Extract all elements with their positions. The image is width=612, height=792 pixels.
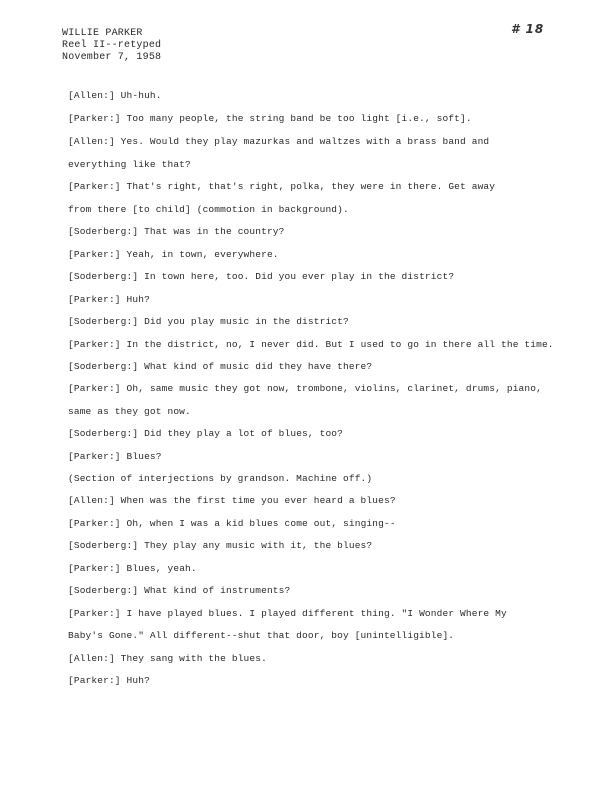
transcript-line bbox=[68, 585, 290, 597]
transcript-line bbox=[68, 113, 472, 125]
transcript-line bbox=[68, 653, 267, 665]
transcript-line bbox=[68, 383, 542, 395]
utterance-text: They sang with the blues. bbox=[120, 653, 267, 664]
speaker-label: [Allen:] bbox=[68, 90, 115, 101]
interviewee-name: WILLIE PARKER bbox=[62, 28, 143, 39]
utterance-text: They play any music with it, the blues? bbox=[144, 540, 373, 551]
speaker-label: [Parker:] bbox=[68, 563, 121, 574]
transcript-line bbox=[68, 428, 343, 440]
utterance-text: Did you play music in the district? bbox=[144, 316, 349, 327]
transcript-line bbox=[68, 316, 349, 328]
utterance-text: Huh? bbox=[126, 675, 150, 686]
speaker-label: [Soderberg:] bbox=[68, 361, 139, 372]
speaker-label: [Parker:] bbox=[68, 451, 121, 462]
transcript-line bbox=[68, 540, 372, 552]
speaker-label: [Parker:] bbox=[68, 249, 121, 260]
utterance-text: everything like that? bbox=[68, 159, 191, 170]
speaker-label: [Soderberg:] bbox=[68, 428, 139, 439]
transcript-line bbox=[68, 406, 191, 418]
utterance-text: Too many people, the string band be too light [i.e., soft]. bbox=[126, 113, 472, 124]
utterance-text: When was the first time you ever heard a blues? bbox=[120, 495, 396, 506]
utterance-text: That's right, that's right, polka, they were in there. Get away bbox=[126, 181, 496, 192]
utterance-text: In town here, too. Did you ever play in the district? bbox=[144, 271, 455, 282]
utterance-text: Did they play a lot of blues, too? bbox=[144, 428, 344, 439]
utterance-text: Baby's Gone." All different--shut that door, boy [unintelligible]. bbox=[68, 630, 455, 641]
utterance-text: What kind of instruments? bbox=[144, 585, 291, 596]
transcript-line bbox=[68, 204, 349, 216]
speaker-label: [Parker:] bbox=[68, 339, 121, 350]
utterance-text: from there [to child] (commotion in background). bbox=[68, 204, 349, 215]
speaker-label: [Allen:] bbox=[68, 653, 115, 664]
speaker-label: [Soderberg:] bbox=[68, 316, 139, 327]
transcript-line bbox=[68, 608, 507, 620]
speaker-label: [Soderberg:] bbox=[68, 540, 139, 551]
utterance-text: Yes. Would they play mazurkas and waltzes with a brass band and bbox=[120, 136, 490, 147]
transcript-line bbox=[68, 271, 454, 283]
interview-date: November 7, 1958 bbox=[62, 52, 162, 63]
transcript-line bbox=[68, 451, 162, 463]
transcript-line bbox=[68, 518, 396, 530]
speaker-label: [Soderberg:] bbox=[68, 271, 139, 282]
transcript-line bbox=[68, 226, 285, 238]
utterance-text: Oh, same music they got now, trombone, violins, clarinet, drums, piano, bbox=[126, 383, 542, 394]
utterance-text: Blues? bbox=[126, 451, 162, 462]
utterance-text: Oh, when I was a kid blues come out, singing-- bbox=[126, 518, 396, 529]
speaker-label: [Parker:] bbox=[68, 675, 121, 686]
speaker-label: [Parker:] bbox=[68, 181, 121, 192]
transcript-line bbox=[68, 361, 372, 373]
reel-info: Reel II--retyped bbox=[62, 40, 162, 51]
speaker-label: [Parker:] bbox=[68, 608, 121, 619]
transcript-line bbox=[68, 339, 554, 351]
speaker-label: [Parker:] bbox=[68, 113, 121, 124]
utterance-text: What kind of music did they have there? bbox=[144, 361, 373, 372]
utterance-text: Uh-huh. bbox=[120, 90, 162, 101]
transcript-line bbox=[68, 630, 454, 642]
utterance-text: I have played blues. I played different thing. "I Wonder Where My bbox=[126, 608, 507, 619]
utterance-text: That was in the country? bbox=[144, 226, 285, 237]
transcript-line bbox=[68, 181, 495, 193]
transcript-line bbox=[68, 249, 279, 261]
utterance-text: Yeah, in town, everywhere. bbox=[126, 249, 279, 260]
utterance-text: Huh? bbox=[126, 294, 150, 305]
transcript-line bbox=[68, 495, 396, 507]
transcript-line bbox=[68, 675, 150, 687]
transcript-line bbox=[68, 159, 191, 171]
document-header bbox=[62, 28, 161, 64]
speaker-label: [Allen:] bbox=[68, 495, 115, 506]
utterance-text: (Section of interjections by grandson. Machine off.) bbox=[68, 473, 373, 484]
transcript-line bbox=[68, 90, 162, 102]
transcript-line bbox=[68, 563, 197, 575]
page-number: # 18 bbox=[511, 22, 545, 36]
transcript-line bbox=[68, 473, 372, 485]
speaker-label: [Parker:] bbox=[68, 518, 121, 529]
utterance-text: In the district, no, I never did. But I used to go in there all the time. bbox=[126, 339, 554, 350]
speaker-label: [Soderberg:] bbox=[68, 585, 139, 596]
transcript-line bbox=[68, 294, 150, 306]
speaker-label: [Parker:] bbox=[68, 383, 121, 394]
utterance-text: same as they got now. bbox=[68, 406, 191, 417]
speaker-label: [Parker:] bbox=[68, 294, 121, 305]
speaker-label: [Allen:] bbox=[68, 136, 115, 147]
transcript-line bbox=[68, 136, 489, 148]
utterance-text: Blues, yeah. bbox=[126, 563, 197, 574]
speaker-label: [Soderberg:] bbox=[68, 226, 139, 237]
